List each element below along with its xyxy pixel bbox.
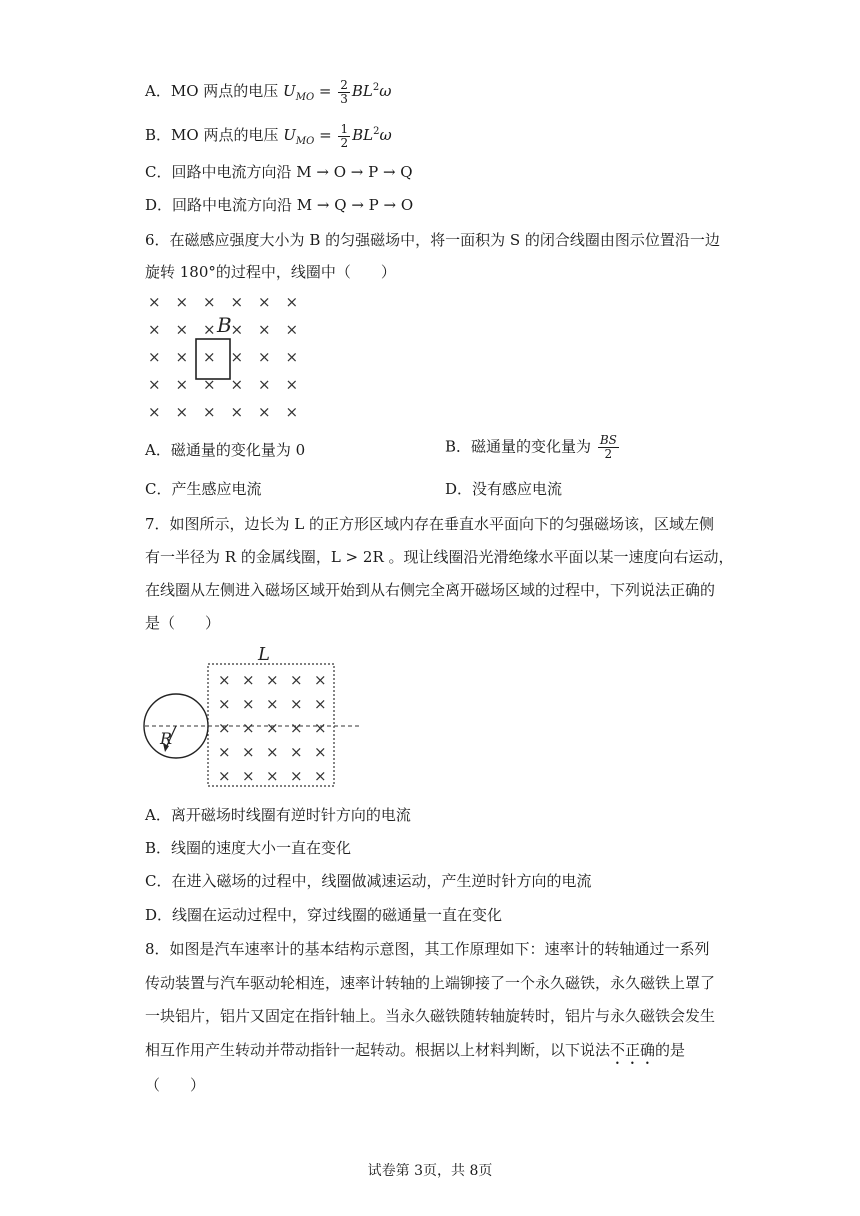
field-cross-mark: × [242,743,255,761]
q7-field-crosses [218,671,327,785]
q5-option-b: B．MO 两点的电压 $U_{MO}$ = $\frac{1}{2}$ $BL^2\omega$ [145,121,392,150]
q8-stem-line3: 一块铝片，铝片又固定在指针轴上。当永久磁铁随转轴旋转时，铝片与永久磁铁会发生 [145,1007,716,1025]
fraction: $\frac{2}{3}$ [340,77,348,106]
q6-stem-line2: 旋转 180°的过程中，线圈中（ ） [145,263,396,281]
field-cross-mark: × [242,671,255,689]
field-cross-mark: × [266,671,279,689]
field-cross-mark: × [258,348,271,366]
field-cross-mark: × [258,320,271,339]
field-cross-mark: × [203,375,216,394]
option-text: A．MO 两点的电压 [145,82,279,100]
field-cross-mark: × [242,767,255,785]
field-cross-mark: × [203,320,216,339]
q7-option-c: C．在进入磁场的过程中，线圈做减速运动，产生逆时针方向的电流 [145,872,592,890]
field-cross-mark: × [203,348,216,366]
field-cross-mark: × [266,767,279,785]
q6-option-b [445,434,621,461]
field-cross-mark: × [230,403,244,421]
field-cross-mark: × [314,719,327,737]
field-cross-mark: × [242,719,255,737]
q5-option-c: C．回路中电流方向沿 M → O → P → Q [145,163,413,181]
q7-option-a: A．离开磁场时线圈有逆时针方向的电流 [145,806,411,824]
field-cross-mark: × [148,403,161,421]
field-cross-mark: × [266,743,279,761]
field-cross-mark: × [266,719,279,737]
field-cross-mark: × [258,403,271,421]
page-footer: 试卷第 3页，共 8页 [367,1163,493,1179]
field-cross-mark: × [203,403,216,421]
field-cross-mark: × [175,403,189,421]
q7-stem-line1: 7．如图所示，边长为 L 的正方形区域内存在垂直水平面向下的匀强磁场该，区域左侧 [145,515,715,533]
field-cross-mark: × [218,671,231,689]
q7-stem-line3: 在线圈从左侧进入磁场区域开始到从右侧完全离开磁场区域的过程中，下列说法正确的 [145,581,716,599]
q5-option-a: A．MO 两点的电压 $U_{MO}$ = $\frac{2}{3}$ $BL^2\omega$ [145,77,392,106]
field-cross-mark: × [314,743,327,761]
q7-figure [140,642,370,792]
stem-text: 的是 [655,1041,686,1059]
q7-stem-line4: 是（ ） [145,614,221,632]
u-symbol: $U_{MO}$ [283,126,315,147]
formula-tail: BL [352,126,374,144]
u-symbol: $U_{MO}$ [283,82,315,103]
field-cross-mark: × [314,671,327,689]
field-cross-mark: × [175,320,189,339]
q7-r-label: R [160,729,173,748]
field-cross-mark: × [285,320,299,339]
q6-option-c: C．产生感应电流 [145,480,262,498]
field-cross-mark: × [218,695,231,713]
field-cross-mark: × [285,403,299,421]
field-cross-mark: × [148,293,161,311]
q6-option-d: D．没有感应电流 [445,480,563,498]
q8-stem-line5: （ ） [145,1076,206,1094]
field-cross-mark: × [290,719,303,737]
q8-stem-line4 [145,1040,685,1068]
q7-option-d: D．线圈在运动过程中，穿过线圈的磁通量一直在变化 [145,906,503,924]
omega: ω [379,126,392,144]
field-cross-mark: × [148,320,161,339]
field-cross-mark: × [242,695,255,713]
field-cross-mark: × [285,375,299,394]
field-cross-mark: × [175,293,189,311]
q8-stem-line1: 8．如图是汽车速率计的基本结构示意图，其工作原理如下：速率计的转轴通过一系列 [145,940,710,958]
fraction: $\frac{BS}{2}$ [599,433,617,461]
field-cross-mark: × [285,293,299,311]
q7-l-label: L [258,644,270,665]
q6-stem-line1: 6．在磁感应强度大小为 B 的匀强磁场中，将一面积为 S 的闭合线圈由图示位置沿一边 [145,231,720,249]
square: 2 [372,82,380,93]
square: 2 [373,126,380,137]
field-cross-mark: × [218,767,231,785]
field-cross-mark: × [148,375,161,394]
field-cross-mark: × [148,348,161,366]
q5-option-d: D．回路中电流方向沿 M → Q → P → O [145,196,414,214]
option-text: B．磁通量的变化量为 [445,437,592,456]
field-cross-mark: × [290,743,303,761]
q6-b-label: B [217,313,232,337]
field-cross-mark: × [290,767,303,785]
option-text: B．MO 两点的电压 [145,126,279,144]
field-cross-mark: × [175,348,189,366]
field-cross-mark: × [230,320,244,339]
field-cross-mark: × [258,293,271,311]
field-cross-mark: × [230,348,244,366]
field-cross-mark: × [285,348,299,366]
fraction: $\frac{1}{2}$ [340,121,349,150]
stem-text: 相互作用产生转动并带动指针一起转动。根据以上材料判断，以下说法 [145,1041,611,1059]
field-cross-mark: × [290,671,303,689]
formula-tail: BL [351,82,373,100]
field-cross-mark: × [258,375,271,394]
field-cross-mark: × [266,695,279,713]
q8-stem-line2: 传动装置与汽车驱动轮相连，速率计转轴的上端铆接了一个永久磁铁，永久磁铁上罩了 [145,974,716,992]
field-cross-mark: × [230,293,244,311]
emphasized-text: 不正确 [610,1041,656,1059]
field-cross-mark: × [203,293,216,311]
q6-figure [140,292,310,424]
q6-option-a: A．磁通量的变化量为 0 [145,441,306,459]
field-cross-mark: × [314,695,327,713]
field-cross-mark: × [290,695,303,713]
field-cross-mark: × [230,375,244,394]
field-cross-mark: × [175,375,189,394]
omega: ω [379,82,392,100]
field-cross-mark: × [218,719,231,737]
q7-stem-line2: 有一半径为 R 的金属线圈，L > 2R 。现让线圈沿光滑绝缘水平面以某一速度向右运动， [145,548,734,566]
q7-option-b: B．线圈的速度大小一直在变化 [145,839,352,857]
field-cross-mark: × [218,743,231,761]
field-cross-mark: × [314,767,327,785]
